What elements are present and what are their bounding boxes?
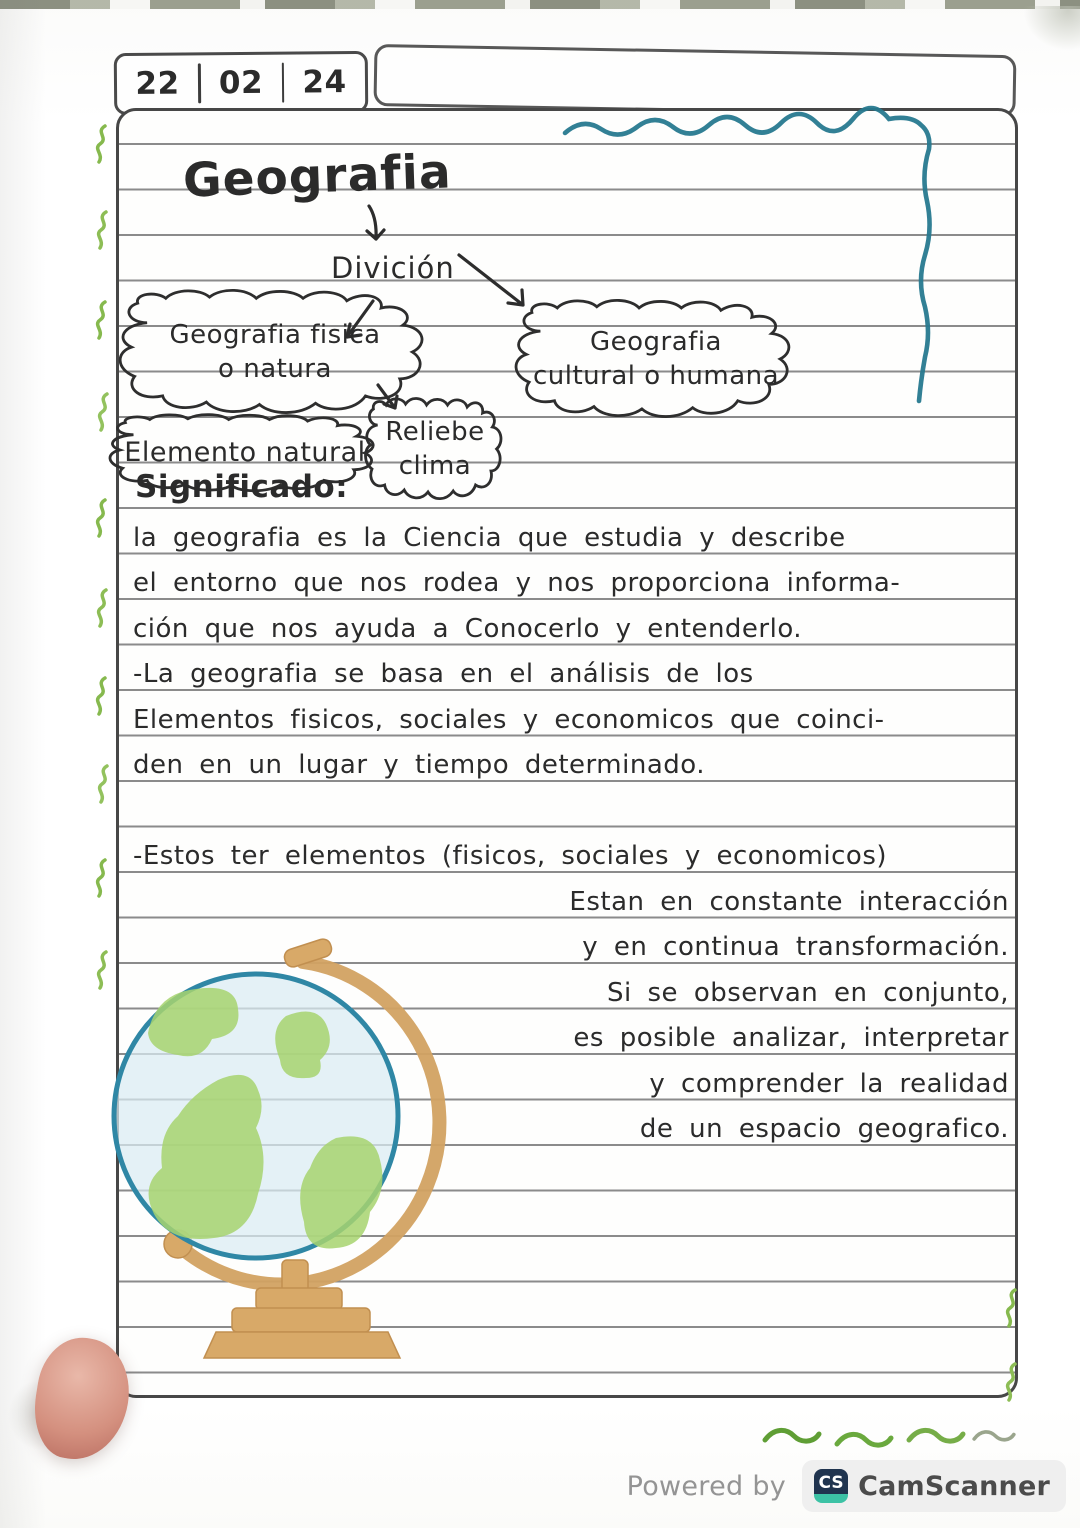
green-tilde-icon: [762, 1424, 822, 1448]
significado-heading: Significado:: [135, 469, 349, 505]
green-squiggle-icon: [1002, 1288, 1022, 1328]
scan-corner-smudge: [1020, 6, 1080, 54]
green-squiggle-icon: [94, 764, 114, 804]
globe-drawing: [98, 938, 438, 1370]
note-line: Elementos fisicos, sociales y economicos que coinci-: [133, 705, 885, 735]
scan-left-shade: [0, 0, 46, 1528]
green-squiggle-icon: [93, 210, 113, 250]
camscanner-brand-label: CamScanner: [858, 1470, 1050, 1502]
date-day: 22: [135, 65, 180, 102]
powered-by-label: Powered by: [626, 1470, 787, 1502]
cloud-geografia-cultural: [515, 301, 797, 417]
cloud-cultural-line2: cultural o humana: [532, 361, 780, 391]
note-line: Si se observan en conjunto,: [607, 978, 1009, 1008]
note-line: la geografia es la Ciencia que estudia y describe: [133, 523, 846, 553]
note-line: den en un lugar y tiempo determinado.: [133, 750, 705, 780]
camscanner-badge[interactable]: [802, 1460, 1066, 1512]
green-tilde-icon: [906, 1424, 966, 1448]
empty-header-box: [373, 44, 1016, 117]
note-line: y en continua transformación.: [582, 932, 1009, 962]
camscanner-watermark: [627, 1458, 1066, 1514]
division-label: Divición: [331, 251, 455, 285]
green-squiggle-icon: [93, 950, 113, 990]
note-line: de un espacio geografico.: [639, 1114, 1009, 1144]
note-title: Geografia: [182, 144, 453, 209]
note-line: y comprender la realidad: [649, 1069, 1009, 1099]
note-line: el entorno que nos rodea y nos proporciona informa-: [133, 568, 901, 598]
cloud-fisica-line1: Geografia fisica: [169, 319, 381, 350]
camscanner-logo-icon: CS: [814, 1469, 848, 1503]
green-squiggle-icon: [92, 300, 112, 340]
arrow-down-icon: [361, 203, 387, 245]
green-squiggle-icon: [93, 588, 113, 628]
green-squiggle-icon: [94, 392, 114, 432]
date-box: [114, 51, 369, 115]
green-squiggle-icon: [92, 858, 112, 898]
cloud-relieve-clima: [365, 399, 505, 499]
note-line: -La geografia se basa en el análisis de los: [133, 659, 754, 689]
green-squiggle-icon: [92, 676, 112, 716]
cloud-relieve-line2: clima: [398, 451, 472, 481]
note-line: ción que nos ayuda a Conocerlo y entenderlo.: [133, 614, 803, 644]
date-month: 02: [218, 64, 264, 102]
note-line: Estan en constante interacción: [569, 887, 1009, 917]
green-squiggle-icon: [1002, 1362, 1022, 1402]
note-line: -Estos ter elementos (fisicos, sociales y economicos): [133, 841, 888, 871]
cloud-cultural-line1: Geografia: [590, 326, 722, 357]
note-line: es posible analizar, interpretar: [573, 1023, 1009, 1053]
green-tilde-icon: [834, 1428, 894, 1452]
green-squiggle-icon: [92, 498, 112, 538]
green-tilde-faded-icon: [972, 1424, 1016, 1448]
cloud-relieve-line1: Reliebe: [385, 416, 485, 447]
cloud-fisica-line2: o natura: [218, 354, 332, 384]
date-year: 24: [302, 64, 347, 101]
green-squiggle-icon: [92, 124, 112, 164]
cloud-elemento-label: Elemento natural: [124, 437, 366, 469]
scan-top-edge: [0, 0, 1080, 9]
